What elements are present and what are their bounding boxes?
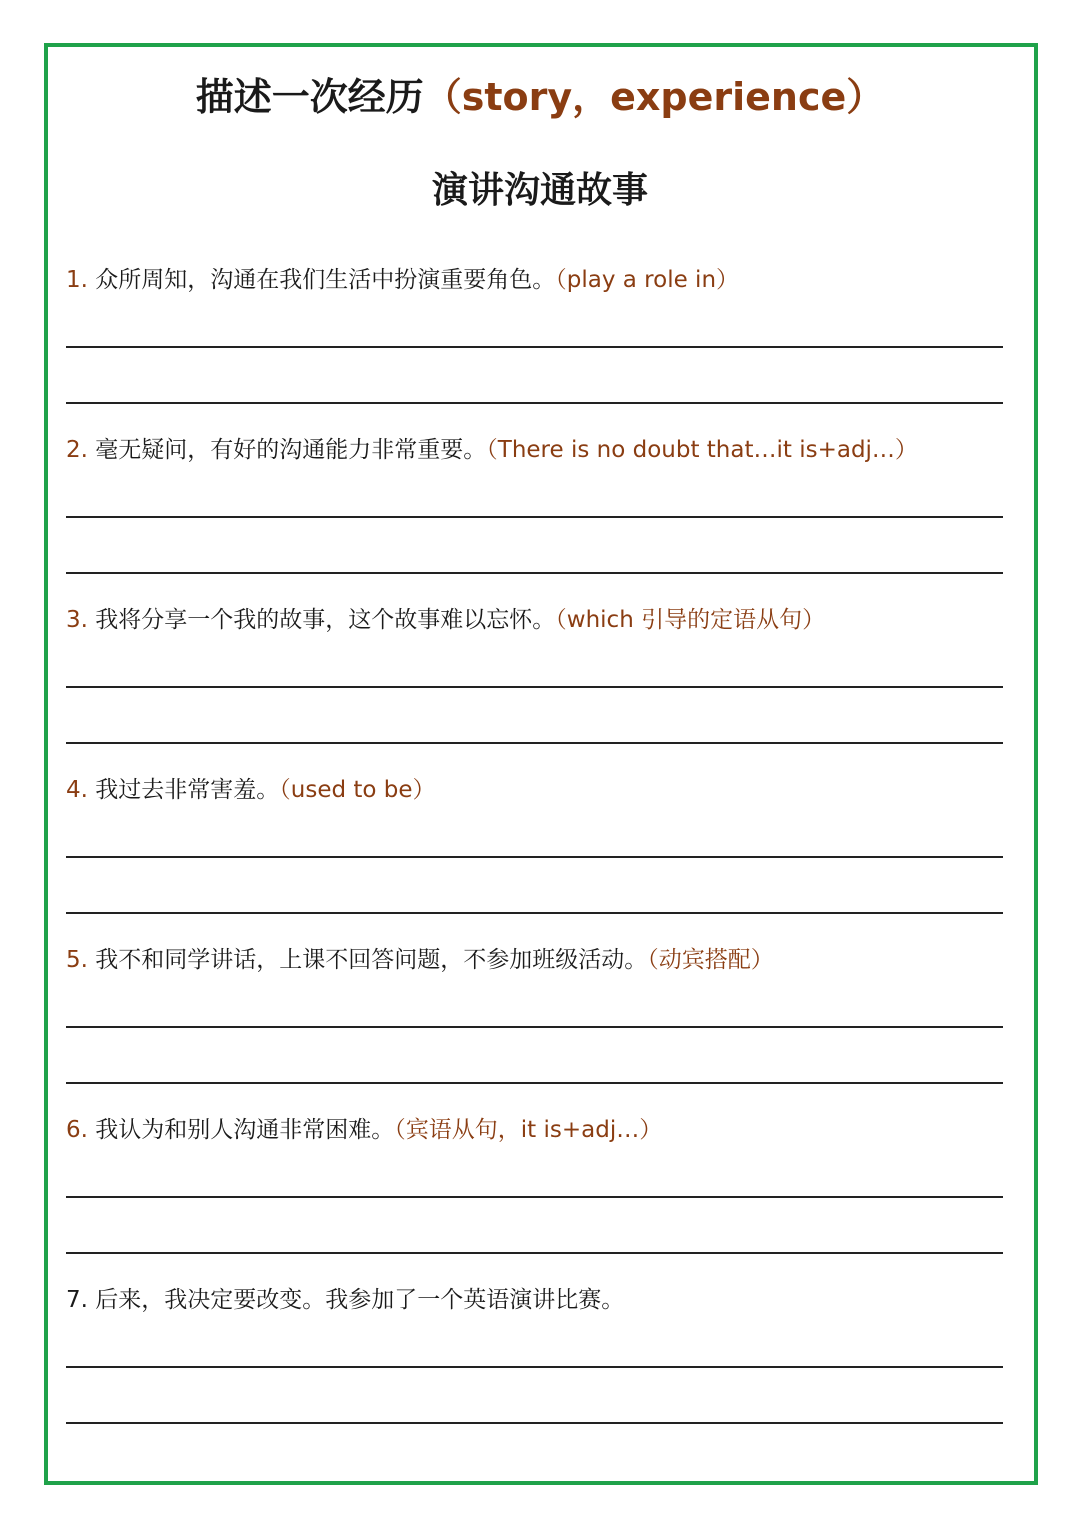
exercise-prompt [66, 938, 774, 982]
exercise-prompt [66, 598, 825, 642]
exercise-number: 1. [66, 267, 88, 293]
answer-line[interactable] [66, 856, 1003, 858]
page-title [0, 70, 1080, 124]
exercise-text: 我将分享一个我的故事，这个故事难以忘怀。 [95, 607, 556, 633]
exercise-item-7 [66, 1278, 1006, 1448]
answer-line[interactable] [66, 1196, 1003, 1198]
answer-line[interactable] [66, 1252, 1003, 1254]
exercise-prompt [66, 1278, 624, 1322]
exercise-item-4 [66, 768, 1006, 938]
exercise-text: 后来，我决定要改变。我参加了一个英语演讲比赛。 [95, 1287, 625, 1313]
exercise-prompt [66, 258, 739, 302]
exercise-number: 7. [66, 1287, 88, 1313]
exercise-hint: （动宾搭配） [647, 947, 774, 973]
exercise-item-6 [66, 1108, 1006, 1278]
exercise-prompt [66, 428, 918, 472]
answer-line[interactable] [66, 912, 1003, 914]
exercise-item-3 [66, 598, 1006, 768]
exercise-hint: （宾语从句，it is+adj…） [394, 1117, 663, 1143]
answer-line[interactable] [66, 346, 1003, 348]
exercise-hint: （used to be） [279, 777, 436, 803]
exercise-number: 4. [66, 777, 88, 803]
answer-line[interactable] [66, 1422, 1003, 1424]
exercise-prompt [66, 768, 436, 812]
answer-line[interactable] [66, 742, 1003, 744]
exercise-text: 我过去非常害羞。 [95, 777, 280, 803]
exercise-hint: （play a role in） [555, 267, 740, 293]
answer-line[interactable] [66, 572, 1003, 574]
exercise-hint: （which 引导的定语从句） [555, 607, 826, 633]
exercise-number: 6. [66, 1117, 88, 1143]
answer-line[interactable] [66, 686, 1003, 688]
exercise-prompt [66, 1108, 662, 1152]
page-title-accent: （story，experience） [423, 75, 885, 119]
exercise-item-1 [66, 258, 1006, 428]
answer-line[interactable] [66, 1026, 1003, 1028]
exercise-text: 众所周知，沟通在我们生活中扮演重要角色。 [95, 267, 556, 293]
exercise-list [66, 258, 1006, 1448]
exercise-number: 5. [66, 947, 88, 973]
exercise-number: 3. [66, 607, 88, 633]
exercise-hint: （There is no doubt that…it is+adj…） [486, 437, 918, 463]
exercise-item-2 [66, 428, 1006, 598]
exercise-number: 2. [66, 437, 88, 463]
exercise-text: 我不和同学讲话，上课不回答问题，不参加班级活动。 [95, 947, 648, 973]
page-subtitle: 演讲沟通故事 [431, 170, 648, 211]
answer-line[interactable] [66, 1366, 1003, 1368]
exercise-item-5 [66, 938, 1006, 1108]
answer-line[interactable] [66, 402, 1003, 404]
page-title-main: 描述一次经历 [195, 75, 424, 119]
answer-line[interactable] [66, 1082, 1003, 1084]
exercise-text: 毫无疑问，有好的沟通能力非常重要。 [95, 437, 487, 463]
answer-line[interactable] [66, 516, 1003, 518]
exercise-text: 我认为和别人沟通非常困难。 [95, 1117, 395, 1143]
